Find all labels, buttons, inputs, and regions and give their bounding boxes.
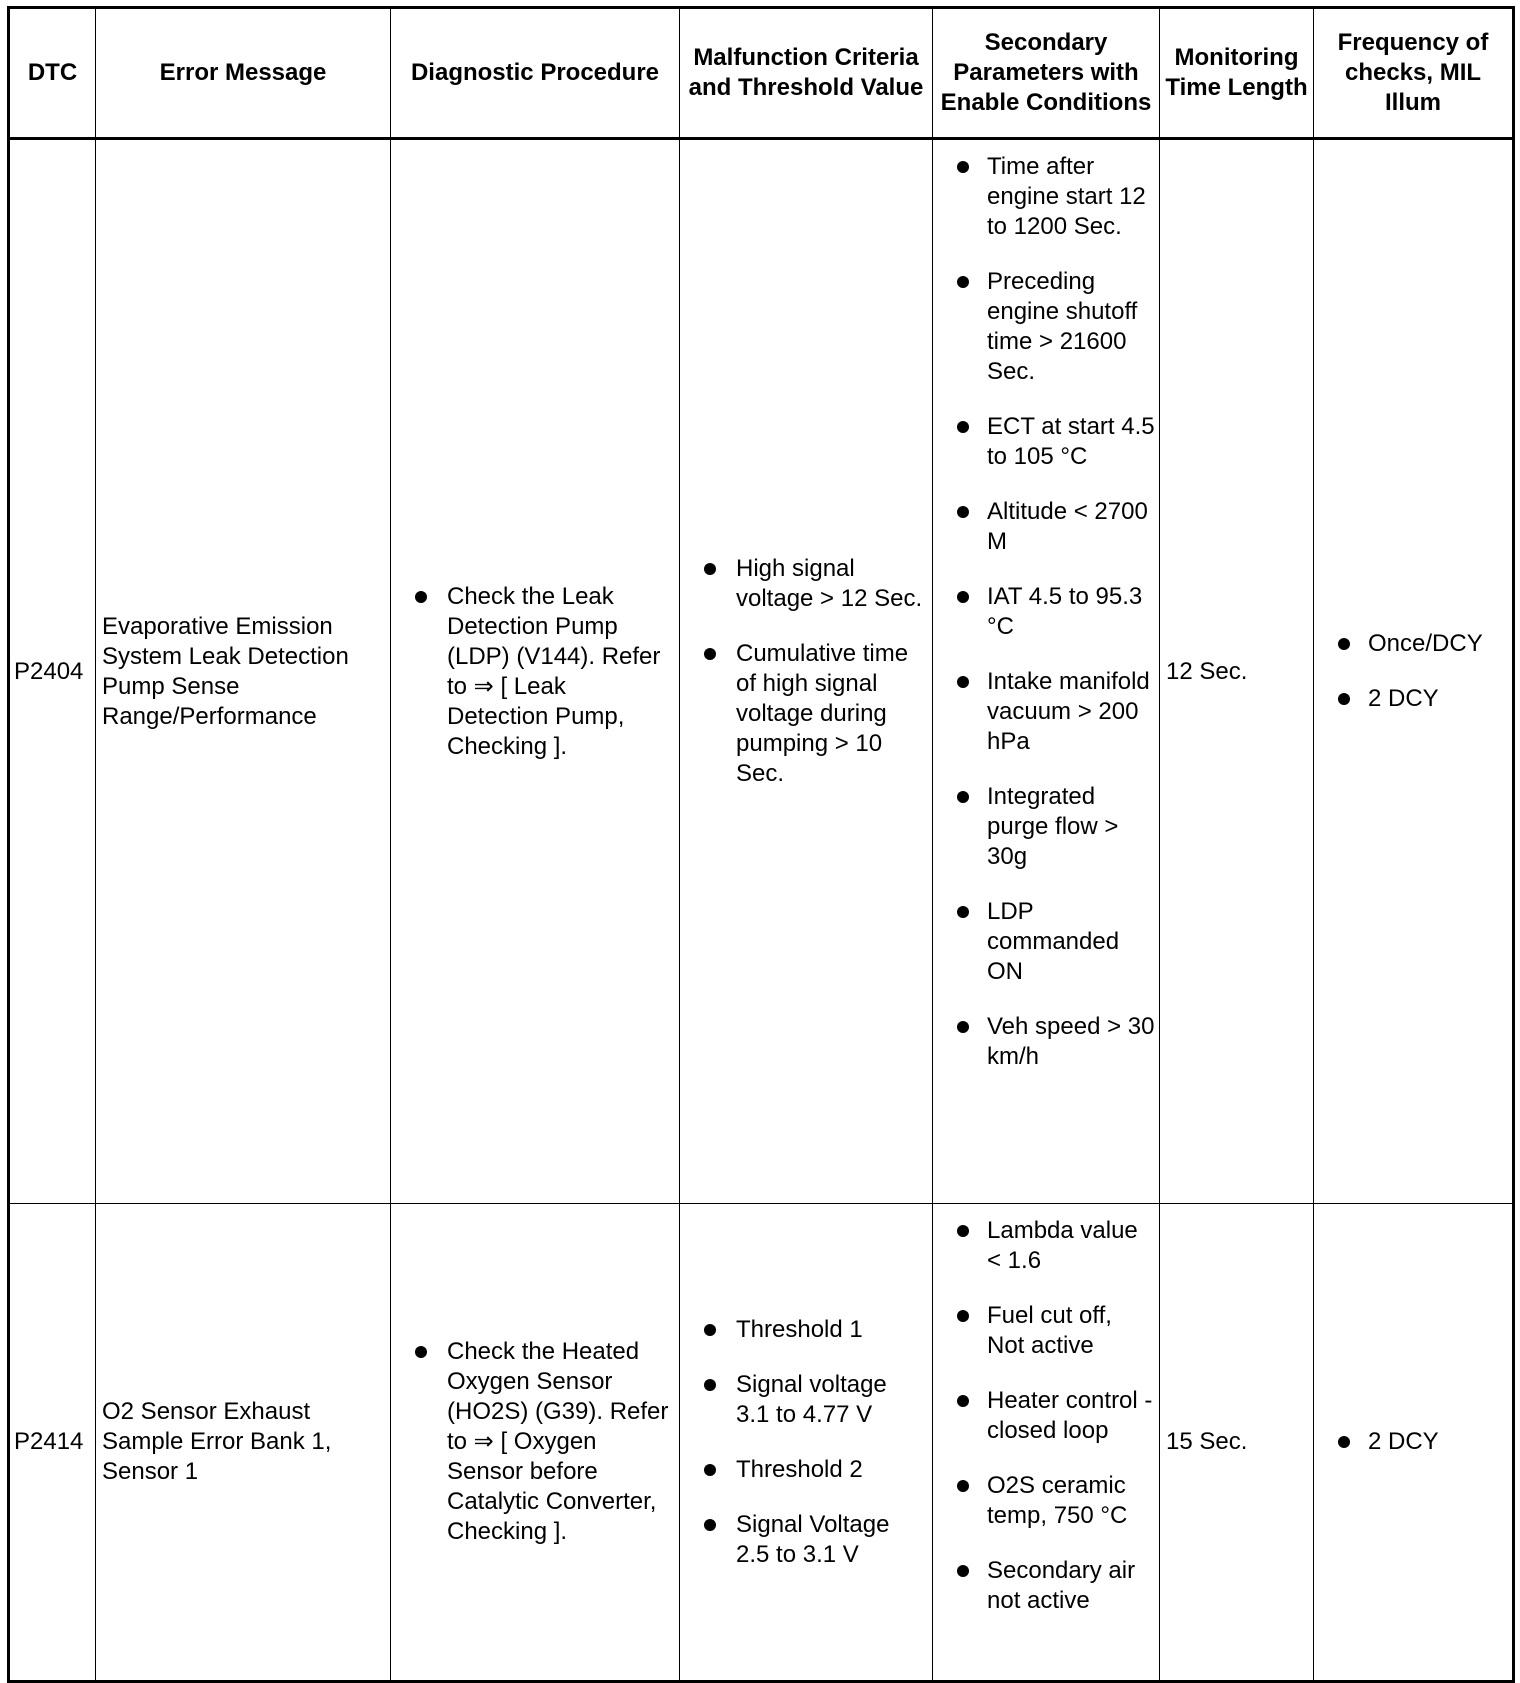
list-item: 2 DCY	[1314, 684, 1512, 714]
diagnostic-procedure-list	[391, 1337, 679, 1547]
list-item: Signal Voltage 2.5 to 3.1 V	[680, 1510, 932, 1570]
diagnostic-procedure	[391, 139, 680, 1204]
header-monitoring-time: Monitoring Time Length	[1160, 8, 1314, 139]
monitoring-time: 12 Sec.	[1160, 139, 1314, 1204]
list-item: Time after engine start 12 to 1200 Sec.	[933, 152, 1159, 242]
monitoring-time: 15 Sec.	[1160, 1204, 1314, 1682]
list-item: Heater control - closed loop	[933, 1386, 1159, 1446]
dtc-code: P2404	[9, 139, 96, 1204]
diagnostic-procedure	[391, 1204, 680, 1682]
secondary-parameters-list	[933, 1216, 1159, 1616]
header-frequency: Frequency of checks, MIL Illum	[1314, 8, 1514, 139]
diagnostic-procedure-list	[391, 582, 679, 762]
list-item: Signal voltage 3.1 to 4.77 V	[680, 1370, 932, 1430]
list-item: Lambda value < 1.6	[933, 1216, 1159, 1276]
error-message: O2 Sensor Exhaust Sample Error Bank 1, Sensor 1	[96, 1204, 391, 1682]
header-dtc: DTC	[9, 8, 96, 139]
dtc-table	[7, 6, 1515, 1683]
list-item: Check the Leak Detection Pump (LDP) (V144). Refer to ⇒ [ Leak Detection Pump, Checking ].	[391, 582, 679, 762]
dtc-code: P2414	[9, 1204, 96, 1682]
header-error-message: Error Message	[96, 8, 391, 139]
frequency-list	[1314, 629, 1512, 714]
header-secondary-parameters: Secondary Parameters with Enable Conditions	[933, 8, 1160, 139]
list-item: Threshold 2	[680, 1455, 932, 1485]
list-item: High signal voltage > 12 Sec.	[680, 554, 932, 614]
list-item: LDP commanded ON	[933, 897, 1159, 987]
frequency-list	[1314, 1427, 1512, 1457]
table-row	[9, 1204, 1514, 1682]
header-row	[9, 8, 1514, 139]
list-item: Fuel cut off, Not active	[933, 1301, 1159, 1361]
list-item: ECT at start 4.5 to 105 °C	[933, 412, 1159, 472]
header-diagnostic-procedure: Diagnostic Procedure	[391, 8, 680, 139]
malfunction-criteria-list	[680, 1315, 932, 1570]
list-item: Once/DCY	[1314, 629, 1512, 659]
list-item: Secondary air not active	[933, 1556, 1159, 1616]
malfunction-criteria-list	[680, 554, 932, 789]
list-item: Cumulative time of high signal voltage during pumping > 10 Sec.	[680, 639, 932, 789]
list-item: Intake manifold vacuum > 200 hPa	[933, 667, 1159, 757]
list-item: Check the Heated Oxygen Sensor (HO2S) (G39). Refer to ⇒ [ Oxygen Sensor before Catalytic Converter, Checking ].	[391, 1337, 679, 1547]
secondary-parameters-list	[933, 152, 1159, 1072]
malfunction-criteria	[680, 1204, 933, 1682]
frequency	[1314, 139, 1514, 1204]
secondary-parameters	[933, 1204, 1160, 1682]
header-malfunction-criteria: Malfunction Criteria and Threshold Value	[680, 8, 933, 139]
table-row	[9, 139, 1514, 1204]
error-message: Evaporative Emission System Leak Detection Pump Sense Range/Performance	[96, 139, 391, 1204]
secondary-parameters	[933, 139, 1160, 1204]
list-item: Veh speed > 30 km/h	[933, 1012, 1159, 1072]
list-item: 2 DCY	[1314, 1427, 1512, 1457]
list-item: Altitude < 2700 M	[933, 497, 1159, 557]
list-item: Threshold 1	[680, 1315, 932, 1345]
list-item: Integrated purge flow > 30g	[933, 782, 1159, 872]
frequency	[1314, 1204, 1514, 1682]
list-item: Preceding engine shutoff time > 21600 Sec.	[933, 267, 1159, 387]
list-item: IAT 4.5 to 95.3 °C	[933, 582, 1159, 642]
list-item: O2S ceramic temp, 750 °C	[933, 1471, 1159, 1531]
malfunction-criteria	[680, 139, 933, 1204]
